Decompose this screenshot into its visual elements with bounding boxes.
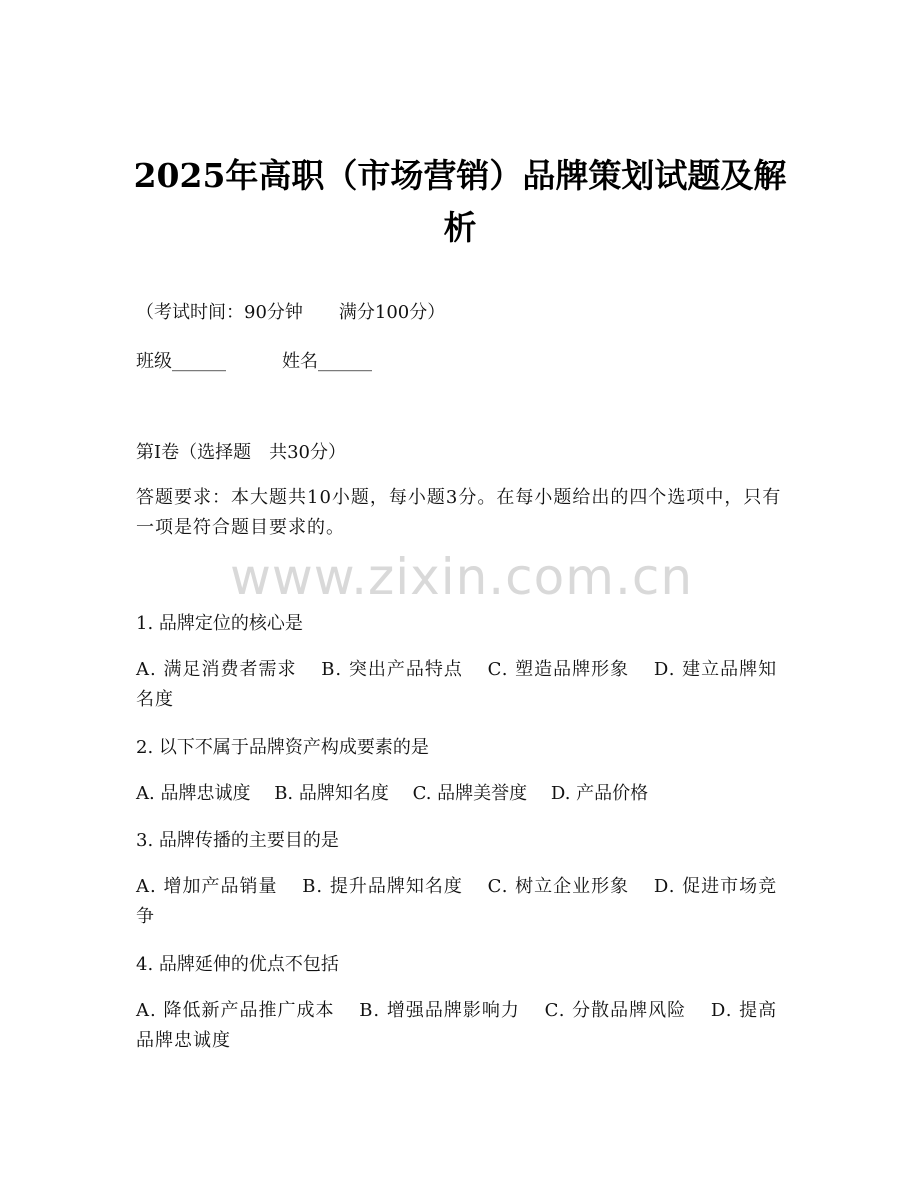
student-info-row	[136, 347, 786, 377]
question-stem: 3. 品牌传播的主要目的是	[136, 830, 339, 851]
option-d: D. 提高品牌忠诚度	[136, 1000, 778, 1051]
option-d: D. 促进市场竞争	[136, 876, 778, 927]
option-c: C. 塑造品牌形象	[487, 659, 630, 680]
option-d: D. 建立品牌知名度	[136, 659, 778, 710]
question-options	[136, 655, 786, 715]
section-title: 第I卷（选择题 共30分）	[136, 442, 347, 463]
option-a: A. 增加产品销量	[136, 876, 278, 897]
question-options	[136, 779, 786, 809]
question-stem: 2. 以下不属于品牌资产构成要素的是	[136, 737, 429, 758]
option-b: B. 提升品牌知名度	[302, 876, 463, 897]
question-options	[136, 996, 786, 1056]
option-c: C. 树立企业形象	[487, 876, 630, 897]
option-b: B. 突出产品特点	[321, 659, 463, 680]
option-c: C. 品牌美誉度	[412, 783, 528, 804]
exam-info: （考试时间：90分钟 满分100分）	[136, 302, 446, 323]
name-field-label: 姓名______	[282, 351, 372, 372]
option-c: C. 分散品牌风险	[544, 1000, 687, 1021]
option-a: A. 品牌忠诚度	[136, 783, 251, 804]
document-title: 2025年高职（市场营销）品牌策划试题及解析	[133, 156, 787, 247]
instructions: 答题要求：本大题共10小题，每小题3分。在每小题给出的四个选项中，只有一项是符合题目要求的。	[136, 487, 782, 538]
class-field-label: 班级______	[136, 351, 226, 372]
watermark: www.zixin.com.cn	[230, 548, 694, 606]
question-stem: 4. 品牌延伸的优点不包括	[136, 954, 339, 975]
question-stem: 1. 品牌定位的核心是	[136, 613, 303, 634]
option-b: B. 增强品牌影响力	[359, 1000, 520, 1021]
question-options	[136, 872, 786, 932]
option-a: A. 满足消费者需求	[136, 659, 297, 680]
option-a: A. 降低新产品推广成本	[136, 1000, 335, 1021]
option-d: D. 产品价格	[550, 783, 649, 804]
option-b: B. 品牌知名度	[274, 783, 389, 804]
